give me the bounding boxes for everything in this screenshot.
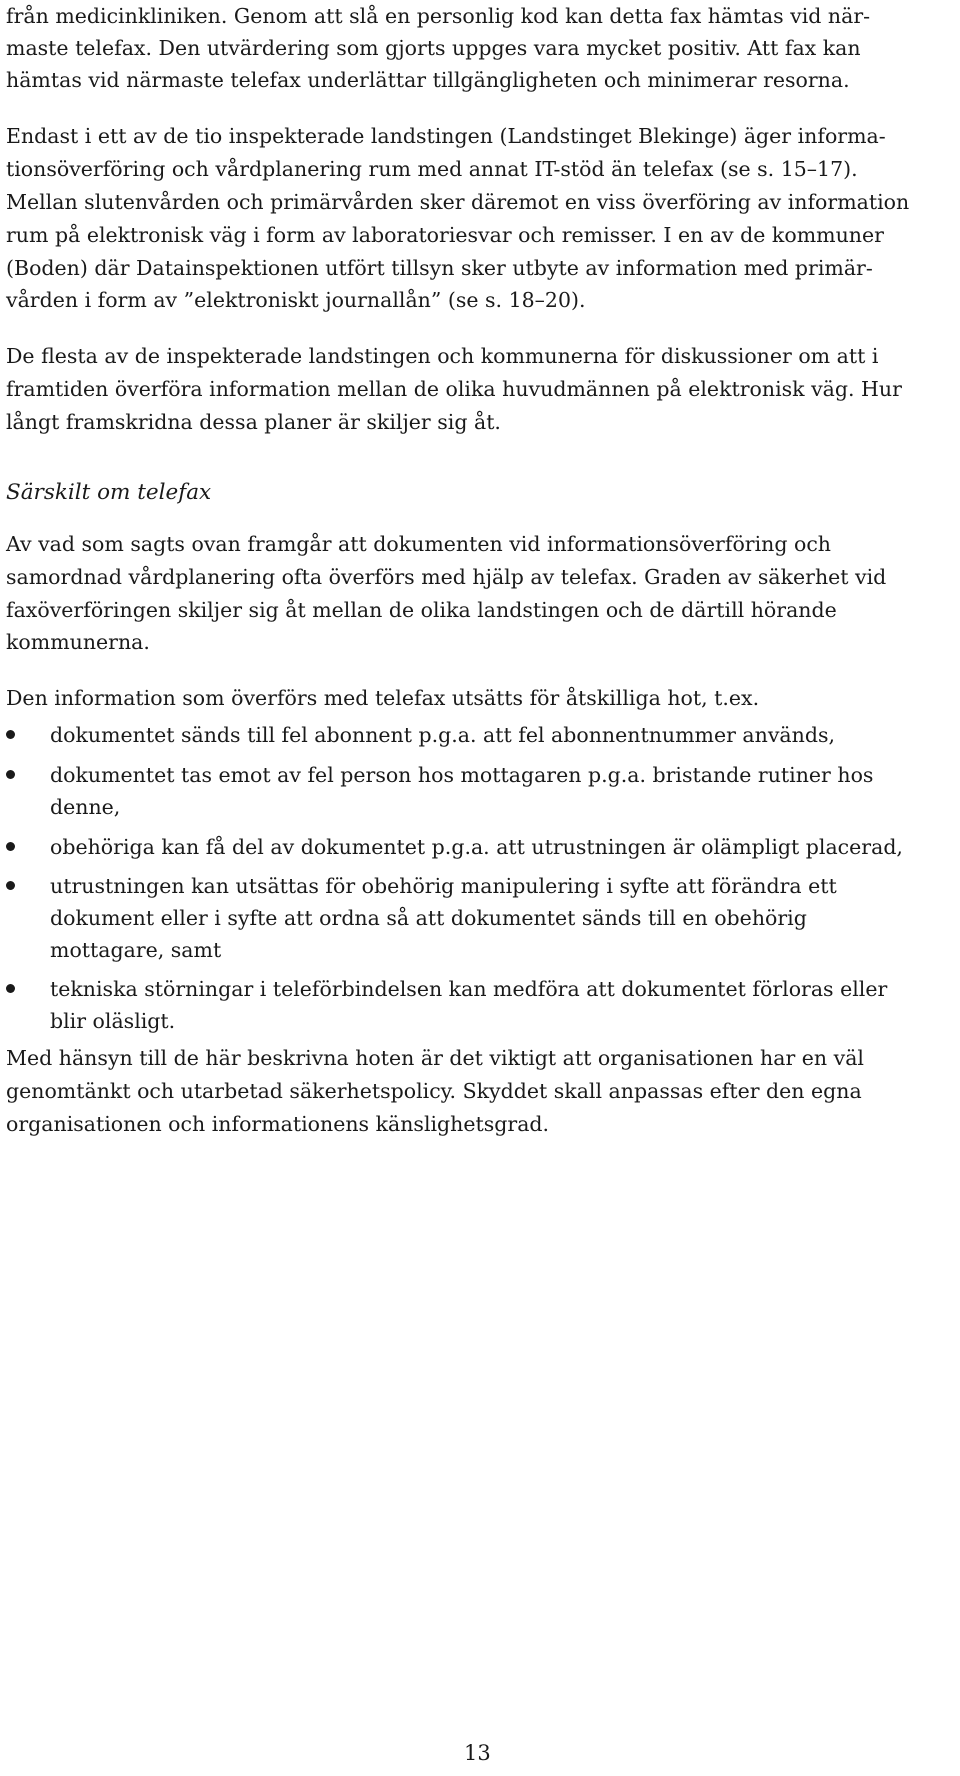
text-line: Mellan slutenvården och primärvården sker däremot en viss överföring av information <box>6 190 910 214</box>
text-line: framtiden överföra information mellan de olika huvudmännen på elektronisk väg. Hur <box>6 377 902 401</box>
text-line: samordnad vårdplanering ofta överförs med hjälp av telefax. Graden av säkerhet vid <box>6 565 887 589</box>
text-line: organisationen och informationens känslighetsgrad. <box>6 1112 550 1136</box>
list-item-text: denne, <box>50 795 121 819</box>
text-line: genomtänkt och utarbetad säkerhetspolicy. Skyddet skall anpassas efter den egna <box>6 1079 862 1103</box>
text-line: hämtas vid närmaste telefax underlättar tillgängligheten och minimerar resorna. <box>6 68 850 92</box>
list-item-text: blir oläsligt. <box>50 1009 176 1033</box>
text-line: (Boden) där Datainspektionen utfört tillsyn sker utbyte av information med primär- <box>6 256 873 280</box>
text-line: Av vad som sagts ovan framgår att dokumenten vid informationsöverföring och <box>6 532 832 556</box>
text-line: långt framskridna dessa planer är skiljer sig åt. <box>6 410 501 434</box>
section-heading: Särskilt om telefax <box>6 480 212 505</box>
list-item-text: obehöriga kan få del av dokumentet p.g.a. att utrustningen är olämpligt placerad, <box>50 835 903 859</box>
list-item-text: mottagare, samt <box>50 938 222 962</box>
text-line: Endast i ett av de tio inspekterade landstingen (Landstinget Blekinge) äger informa- <box>6 124 886 148</box>
page-number: 13 <box>464 1741 491 1765</box>
bullet-icon <box>6 881 15 890</box>
bullet-icon <box>6 984 15 993</box>
text-line: vården i form av ”elektroniskt journallån” (se s. 18–20). <box>6 288 586 312</box>
text-line: Med hänsyn till de här beskrivna hoten är det viktigt att organisationen har en väl <box>6 1046 864 1070</box>
text-line: maste telefax. Den utvärdering som gjorts uppges vara mycket positiv. Att fax kan <box>6 36 861 60</box>
bullet-icon <box>6 842 15 851</box>
text-line: tionsöverföring och vårdplanering rum med annat IT-stöd än telefax (se s. 15–17). <box>6 157 858 181</box>
bullet-icon <box>6 770 15 779</box>
text-line: De flesta av de inspekterade landstingen och kommunerna för diskussioner om att i <box>6 344 879 368</box>
list-item-text: dokumentet tas emot av fel person hos mottagaren p.g.a. bristande rutiner hos <box>50 763 874 787</box>
bullet-icon <box>6 730 15 739</box>
list-item-text: tekniska störningar i teleförbindelsen kan medföra att dokumentet förloras eller <box>50 977 888 1001</box>
text-line: faxöverföringen skiljer sig åt mellan de olika landstingen och de därtill hörande <box>6 598 837 622</box>
list-intro: Den information som överförs med telefax utsätts för åtskilliga hot, t.ex. <box>6 686 760 710</box>
text-line: kommunerna. <box>6 630 150 654</box>
list-item-text: utrustningen kan utsättas för obehörig manipulering i syfte att förändra ett <box>50 874 837 898</box>
text-line: rum på elektronisk väg i form av laboratoriesvar och remisser. I en av de kommuner <box>6 223 884 247</box>
list-item-text: dokument eller i syfte att ordna så att dokumentet sänds till en obehörig <box>50 906 807 930</box>
text-line: från medicinkliniken. Genom att slå en personlig kod kan detta fax hämtas vid när- <box>6 4 871 28</box>
list-item-text: dokumentet sänds till fel abonnent p.g.a. att fel abonnentnummer används, <box>50 723 836 747</box>
